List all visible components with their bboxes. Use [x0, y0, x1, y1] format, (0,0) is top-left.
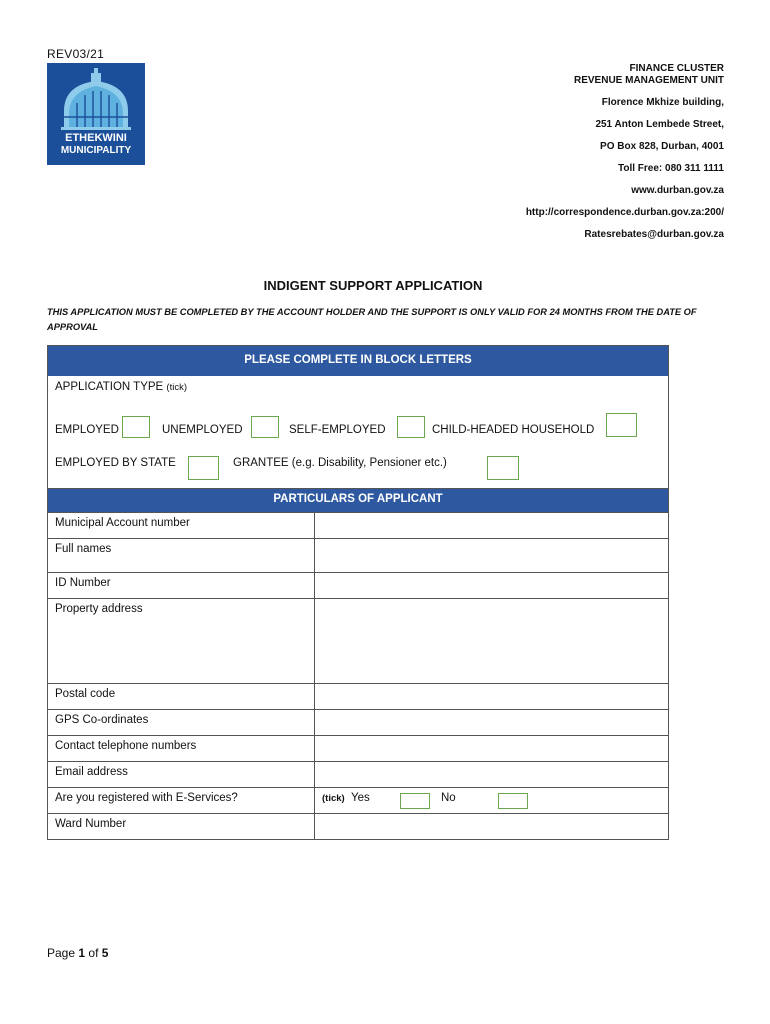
property-address-label: Property address — [48, 599, 315, 683]
row-gps — [48, 709, 668, 735]
contact-line-website[interactable]: www.durban.gov.za — [631, 185, 724, 196]
email-label: Email address — [48, 762, 315, 787]
id-number-field[interactable] — [315, 573, 668, 598]
row-eservices — [48, 787, 668, 813]
employed-checkbox[interactable] — [122, 416, 150, 438]
unemployed-checkbox[interactable] — [251, 416, 279, 438]
option-self-employed-label: SELF-EMPLOYED — [289, 424, 386, 436]
account-number-field[interactable] — [315, 513, 668, 538]
row-postal-code — [48, 683, 668, 709]
contact-line-email[interactable]: Ratesrebates@durban.gov.za — [584, 229, 724, 240]
page-word: Page — [47, 946, 76, 960]
contact-line-building: Florence Mkhize building, — [601, 97, 724, 108]
eservices-yes-label: Yes — [351, 792, 370, 804]
contact-line-cluster: FINANCE CLUSTER — [629, 63, 724, 74]
option-employed-by-state-label: EMPLOYED BY STATE — [55, 457, 176, 469]
account-number-label: Municipal Account number — [48, 513, 315, 538]
gps-field[interactable] — [315, 710, 668, 735]
option-employed-label: EMPLOYED — [55, 424, 119, 436]
contact-line-street: 251 Anton Lembede Street, — [595, 119, 724, 130]
self-employed-checkbox[interactable] — [397, 416, 425, 438]
application-type-section — [48, 376, 668, 488]
option-child-headed-label: CHILD-HEADED HOUSEHOLD — [432, 424, 595, 436]
validity-notice: THIS APPLICATION MUST BE COMPLETED BY THE ACCOUNT HOLDER AND THE SUPPORT IS ONLY VALID FOR 24 MONTHS FROM THE DATE OF APPROVAL — [47, 307, 697, 332]
ward-number-field[interactable] — [315, 814, 668, 839]
page-total: 5 — [101, 946, 109, 960]
eservices-no-label: No — [441, 792, 456, 804]
grantee-checkbox[interactable] — [487, 456, 519, 480]
child-headed-checkbox[interactable] — [606, 413, 637, 437]
row-email — [48, 761, 668, 787]
ethekwini-logo — [47, 63, 145, 165]
contact-line-tollfree: Toll Free: 080 311 1111 — [617, 163, 724, 174]
option-unemployed-label: UNEMPLOYED — [162, 424, 243, 436]
application-type-label: APPLICATION TYPE (tick) — [55, 381, 187, 393]
logo-text-1: ETHEKWINI — [65, 132, 127, 144]
contact-line-pobox: PO Box 828, Durban, 4001 — [600, 141, 724, 152]
full-names-field[interactable] — [315, 539, 668, 572]
property-address-field[interactable] — [315, 599, 668, 683]
contact-line-unit: REVENUE MANAGEMENT UNIT — [573, 75, 724, 86]
contact-numbers-field[interactable] — [315, 736, 668, 761]
row-account-number — [48, 512, 668, 538]
email-field[interactable] — [315, 762, 668, 787]
eservices-no-checkbox[interactable] — [498, 793, 528, 809]
dome-logo-icon — [47, 63, 145, 165]
document-title: INDIGENT SUPPORT APPLICATION — [263, 278, 483, 293]
postal-code-field[interactable] — [315, 684, 668, 709]
application-type-hint: (tick) — [166, 382, 187, 393]
employed-by-state-checkbox[interactable] — [188, 456, 219, 480]
gps-label: GPS Co-ordinates — [48, 710, 315, 735]
row-ward-number — [48, 813, 668, 839]
eservices-field — [315, 788, 668, 813]
contact-block — [526, 63, 724, 241]
logo-text-2: MUNICIPALITY — [60, 145, 132, 156]
postal-code-label: Postal code — [48, 684, 315, 709]
row-id-number — [48, 572, 668, 598]
of-word: of — [88, 946, 99, 960]
page-indicator — [47, 946, 108, 960]
row-contact-numbers — [48, 735, 668, 761]
eservices-tick-hint: (tick) — [322, 793, 345, 804]
page-current: 1 — [78, 946, 86, 960]
eservices-yes-checkbox[interactable] — [400, 793, 430, 809]
revision-code: REV03/21 — [47, 47, 105, 61]
contact-line-correspondence[interactable]: http://correspondence.durban.gov.za:200/ — [525, 207, 724, 218]
contact-numbers-label: Contact telephone numbers — [48, 736, 315, 761]
id-number-label: ID Number — [48, 573, 315, 598]
eservices-label: Are you registered with E-Services? — [48, 788, 315, 813]
application-form — [47, 345, 669, 840]
section-header-particulars: PARTICULARS OF APPLICANT — [48, 488, 668, 512]
full-names-label: Full names — [48, 539, 315, 572]
ward-number-label: Ward Number — [48, 814, 315, 839]
row-property-address — [48, 598, 668, 683]
section-header-block-letters: PLEASE COMPLETE IN BLOCK LETTERS — [48, 346, 668, 376]
row-full-names — [48, 538, 668, 572]
option-grantee-label: GRANTEE (e.g. Disability, Pensioner etc.) — [233, 457, 447, 469]
